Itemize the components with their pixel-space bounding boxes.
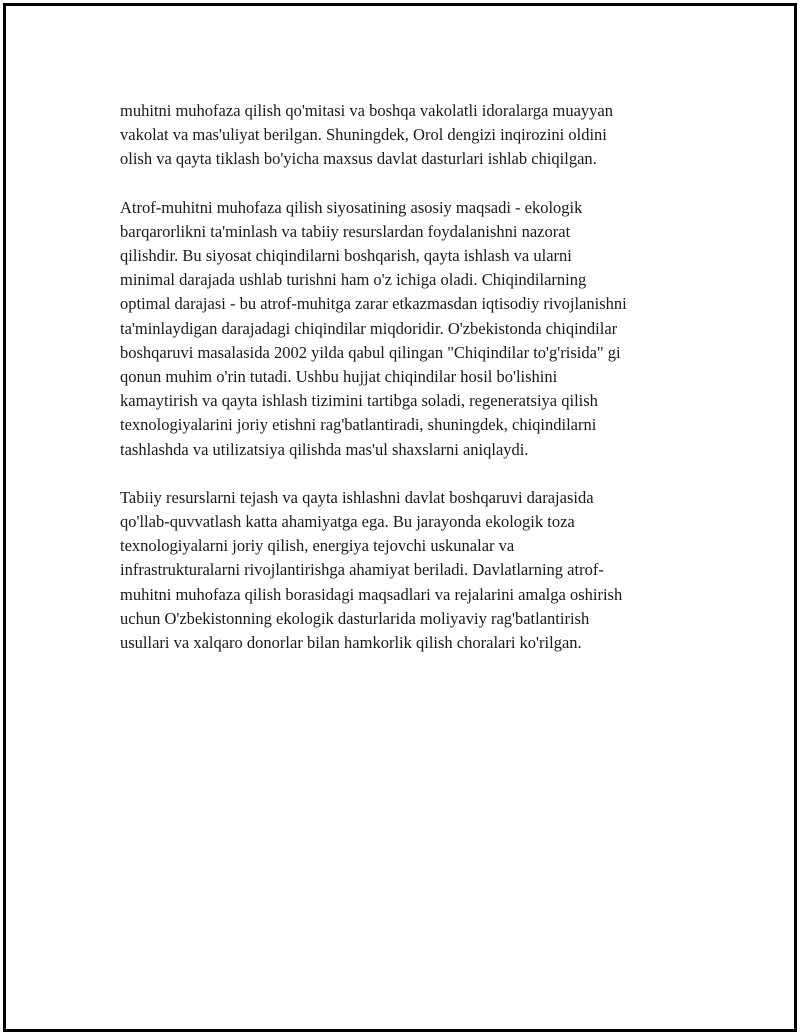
paragraph-1: muhitni muhofaza qilish qo'mitasi va boshqa vakolatli idoralarga muayyan vakolat va mas'uliyat berilgan. Shuningdek, Orol dengizi inqirozini oldini olish va qayta tiklash bo'yicha maxsus davlat dasturlari ishlab chiqilgan. xyxy=(120,101,613,169)
document-body xyxy=(120,99,700,679)
page-frame xyxy=(3,3,797,1032)
paragraph-3: Tabiiy resurslarni tejash va qayta ishlashni davlat boshqaruvi darajasida qo'llab-quvvatlash katta ahamiyatga ega. Bu jarayonda ekologik toza texnologiyalarni joriy qilish, energiya tejovchi uskunalar va infrastrukturalarni rivojlantirishga ahamiyat beriladi. Davlatlarning atrof- muhitni muhofaza qilish borasidagi maqsadlari va rejalarini amalga oshirish uchun O'zbekistonning ekologik dasturlarida moliyaviy rag'batlantirish usullari va xalqaro donorlar bilan hamkorlik qilish choralari ko'rilgan. xyxy=(120,487,623,653)
paragraph-2: Atrof-muhitni muhofaza qilish siyosatining asosiy maqsadi - ekologik barqarorlikni ta'minlash va tabiiy resurslardan foydalanishni nazorat qilishdir. Bu siyosat chiqindilarni boshqarish, qayta ishlash va ularni minimal darajada ushlab turishni ham o'z ichiga oladi. Chiqindilarning optimal darajasi - bu atrof-muhitga zarar etkazmasdan iqtisodiy rivojlanishni ta'minlaydigan darajadagi chiqindilar miqdoridir. O'zbekistonda chiqindilar boshqaruvi masalasida 2002 yilda qabul qilingan "Chiqindilar to'g'risida" gi qonun muhim o'rin tutadi. Ushbu hujjat chiqindilar hosil bo'lishini kamaytirish va qayta ishlash tizimini tartibga soladi, regeneratsiya qilish texnologiyalarini joriy etishni rag'batlantiradi, shuningdek, chiqindilarni tashlashda va utilizatsiya qilishda mas'ul shaxslarni aniqlaydi. xyxy=(120,197,627,459)
